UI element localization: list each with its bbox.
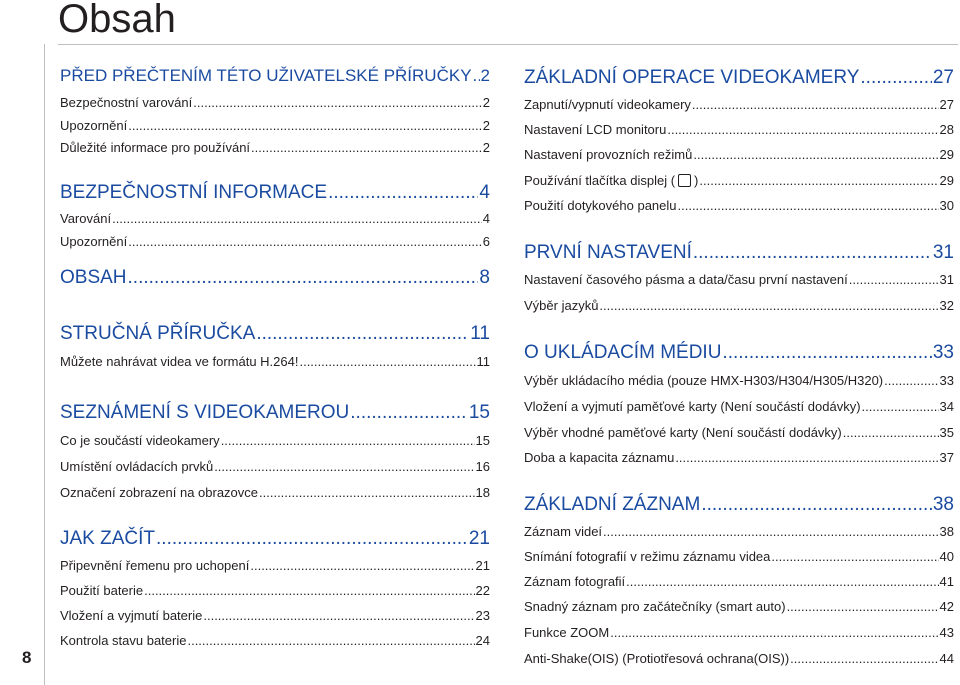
toc-heading-link[interactable]: [524, 67, 954, 89]
toc-entry-link[interactable]: [524, 173, 954, 188]
dot-leader: [692, 97, 939, 112]
toc-entry-label: Snímání fotografií v režimu záznamu videa: [524, 549, 771, 564]
toc-entry-link[interactable]: [60, 354, 490, 369]
dot-leader: [350, 402, 468, 424]
toc-entry-label: Můžete nahrávat videa ve formátu H.264!: [60, 354, 299, 369]
toc-heading-page: 31: [932, 242, 954, 263]
toc-heading-page: 15: [468, 402, 490, 423]
toc-entry-label: [524, 173, 698, 188]
toc-entry-page: 4: [482, 211, 490, 226]
toc-entry-label: Co je součástí videokamery: [60, 433, 220, 448]
toc-entry-page: 24: [475, 633, 490, 648]
toc-entry-page: 2: [482, 95, 490, 110]
dot-leader: [112, 211, 482, 226]
dot-leader: [675, 450, 938, 465]
dot-leader: [771, 549, 938, 564]
toc-entry-label: Funkce ZOOM: [524, 625, 610, 640]
toc-heading-link[interactable]: [60, 528, 490, 550]
toc-entry-label: Vložení a vyjmutí baterie: [60, 608, 203, 623]
toc-entry-page: 6: [482, 234, 490, 249]
toc-entry-label: Upozornění: [60, 234, 128, 249]
page-title: Obsah: [58, 0, 176, 41]
toc-entry-label: Důležité informace pro používání: [60, 140, 251, 155]
dot-leader: [693, 242, 932, 264]
dot-leader: [193, 95, 482, 110]
dot-leader: [599, 298, 938, 313]
dot-leader: [843, 425, 939, 440]
toc-heading-page: 8: [479, 267, 490, 288]
dot-leader: [667, 122, 938, 137]
toc-entry-label: Zapnutí/vypnutí videokamery: [524, 97, 691, 112]
dot-leader: [787, 599, 939, 614]
toc-heading-page: 27: [932, 67, 954, 88]
dot-leader: [251, 140, 482, 155]
toc-heading-page: 38: [932, 494, 954, 515]
dot-leader: [259, 485, 475, 500]
toc-entry-link[interactable]: [524, 97, 954, 112]
toc-heading-link[interactable]: [524, 342, 954, 364]
dot-leader: [221, 433, 475, 448]
toc-entry-link[interactable]: [60, 95, 490, 110]
dot-leader: [328, 182, 478, 204]
toc-heading-link[interactable]: [60, 182, 490, 204]
dot-leader: [862, 399, 939, 414]
toc-entry-page: 40: [939, 549, 954, 564]
toc-entry-link[interactable]: [60, 118, 490, 133]
toc-entry-page: 31: [939, 272, 954, 287]
toc-entry-page: 30: [939, 198, 954, 213]
toc-entry-label: Označení zobrazení na obrazovce: [60, 485, 259, 500]
toc-entry-page: 43: [939, 625, 954, 640]
toc-entry-link[interactable]: [524, 147, 954, 162]
toc-entry-label: Nastavení LCD monitoru: [524, 122, 667, 137]
toc-entry-link[interactable]: [524, 198, 954, 213]
dot-leader: [610, 625, 938, 640]
toc-heading-label: ZÁKLADNÍ ZÁZNAM: [524, 494, 701, 515]
toc-entry-page: 42: [939, 599, 954, 614]
toc-entry-label: Použití dotykového panelu: [524, 198, 677, 213]
toc-entry-label: Výběr vhodné paměťové karty (Není součástí dodávky): [524, 425, 842, 440]
toc-entry-page: 35: [939, 425, 954, 440]
toc-entry-page: 29: [939, 173, 954, 188]
toc-entry-label-after: ): [694, 173, 699, 188]
toc-heading-label: SEZNÁMENÍ S VIDEOKAMEROU: [60, 402, 350, 423]
toc-entry-link[interactable]: [60, 459, 490, 474]
toc-heading-page: 11: [470, 323, 490, 344]
toc-entry-link[interactable]: [524, 298, 954, 313]
toc-heading-label: OBSAH: [60, 267, 127, 288]
toc-entry-page: 23: [475, 608, 490, 623]
title-divider: [58, 44, 958, 45]
toc-heading-link[interactable]: [524, 494, 954, 516]
toc-entry-link[interactable]: [524, 549, 954, 564]
toc-entry-page: 34: [939, 399, 954, 414]
toc-entry-link[interactable]: [524, 599, 954, 614]
toc-entry-label: Kontrola stavu baterie: [60, 633, 187, 648]
toc-entry-page: 29: [939, 147, 954, 162]
toc-entry-page: 15: [475, 433, 490, 448]
toc-entry-link[interactable]: [524, 272, 954, 287]
toc-heading-link[interactable]: [60, 267, 490, 289]
toc-heading-link[interactable]: [60, 402, 490, 424]
dot-leader: [884, 373, 938, 388]
toc-heading-page: 2: [480, 66, 490, 85]
toc-entry-link[interactable]: [60, 433, 490, 448]
toc-entry-label: Nastavení časového pásma a data/času první nastavení: [524, 272, 848, 287]
side-divider: [44, 44, 45, 685]
dot-leader: [626, 574, 938, 589]
toc-heading-label: ZÁKLADNÍ OPERACE VIDEOKAMERY: [524, 67, 860, 88]
toc-entry-page: 11: [476, 354, 490, 369]
toc-entry-label: Připevnění řemenu pro uchopení: [60, 558, 250, 573]
dot-leader: [156, 528, 468, 550]
toc-entry-label: Výběr ukládacího média (pouze HMX-H303/H304/H305/H320): [524, 373, 884, 388]
page-number: 8: [22, 648, 32, 667]
toc-entry-page: 37: [939, 450, 954, 465]
dot-leader: [299, 354, 475, 369]
toc-entry-label: Nastavení provozních režimů: [524, 147, 693, 162]
toc-entry-label: Záznam fotografií: [524, 574, 626, 589]
dot-leader: [699, 173, 938, 188]
toc-entry-page: 33: [939, 373, 954, 388]
toc-entry-link[interactable]: [60, 211, 490, 226]
toc-entry-link[interactable]: [524, 574, 954, 589]
toc-heading-label: BEZPEČNOSTNÍ INFORMACE: [60, 182, 328, 203]
toc-entry-page: 27: [939, 97, 954, 112]
dot-leader: [790, 651, 938, 666]
toc-heading-label: PRVNÍ NASTAVENÍ: [524, 242, 692, 263]
toc-entry-page: 21: [475, 558, 490, 573]
dot-leader: [128, 118, 482, 133]
toc-entry-link[interactable]: [60, 140, 490, 155]
dot-leader: [144, 583, 474, 598]
toc-heading-label: PŘED PŘEČTENÍM TÉTO UŽIVATELSKÉ PŘÍRUČKY: [60, 66, 472, 85]
toc-entry-label: Umístění ovládacích prvků: [60, 459, 214, 474]
dot-leader: [128, 234, 482, 249]
toc-entry-label: Záznam videí: [524, 524, 603, 539]
toc-entry-label: Použití baterie: [60, 583, 144, 598]
toc-heading-page: 33: [932, 342, 954, 363]
toc-heading-page: 4: [479, 182, 490, 203]
toc-entry-link[interactable]: [524, 425, 954, 440]
toc-entry-link[interactable]: [60, 485, 490, 500]
toc-entry-page: 41: [939, 574, 954, 589]
toc-heading-link[interactable]: [60, 323, 490, 345]
dot-leader: [701, 494, 932, 516]
toc-entry-link[interactable]: [524, 651, 954, 666]
toc-heading-link[interactable]: [60, 66, 490, 86]
dot-leader: [722, 342, 931, 364]
toc-entry-page: 22: [475, 583, 490, 598]
toc-entry-page: 18: [475, 485, 490, 500]
toc-heading-page: 21: [468, 528, 490, 549]
toc-entry-label: Upozornění: [60, 118, 128, 133]
dot-leader: [128, 267, 479, 289]
dot-leader: [473, 66, 480, 86]
dot-leader: [214, 459, 474, 474]
toc-entry-page: 2: [482, 140, 490, 155]
toc-entry-page: 44: [939, 651, 954, 666]
dot-leader: [187, 633, 474, 648]
toc-entry-page: 28: [939, 122, 954, 137]
dot-leader: [203, 608, 474, 623]
toc-heading-label: O UKLÁDACÍM MÉDIU: [524, 342, 722, 363]
toc-entry-page: 2: [482, 118, 490, 133]
toc-entry-page: 16: [475, 459, 490, 474]
toc-entry-link[interactable]: [60, 558, 490, 573]
toc-entry-label-before: Používání tlačítka displej (: [524, 173, 676, 188]
toc-entry-page: 38: [939, 524, 954, 539]
toc-entry-link[interactable]: [524, 524, 954, 539]
toc-entry-label: Vložení a vyjmutí paměťové karty (Není součástí dodávky): [524, 399, 861, 414]
dot-leader: [256, 323, 469, 345]
toc-heading-label: JAK ZAČÍT: [60, 528, 156, 549]
toc-entry-link[interactable]: [524, 373, 954, 388]
dot-leader: [250, 558, 474, 573]
toc-entry-link[interactable]: [60, 608, 490, 623]
toc-entry-link[interactable]: [524, 450, 954, 465]
toc-entry-link[interactable]: [60, 583, 490, 598]
toc-entry-label: Anti-Shake(OIS) (Protiotřesová ochrana(OIS)): [524, 651, 790, 666]
toc-entry-link[interactable]: [60, 234, 490, 249]
dot-leader: [678, 198, 939, 213]
toc-entry-label: Výběr jazyků: [524, 298, 599, 313]
toc-entry-page: 32: [939, 298, 954, 313]
dot-leader: [603, 524, 938, 539]
toc-heading-label: STRUČNÁ PŘÍRUČKA: [60, 323, 256, 344]
dot-leader: [860, 67, 931, 89]
toc-entry-label: Bezpečnostní varování: [60, 95, 193, 110]
toc-entry-label: Doba a kapacita záznamu: [524, 450, 675, 465]
toc-entry-label: Snadný záznam pro začátečníky (smart auto): [524, 599, 786, 614]
dot-leader: [693, 147, 938, 162]
toc-entry-link[interactable]: [524, 625, 954, 640]
display-button-icon: [678, 174, 691, 187]
toc-entry-link[interactable]: [60, 633, 490, 648]
toc-entry-link[interactable]: [524, 122, 954, 137]
toc-entry-link[interactable]: [524, 399, 954, 414]
toc-entry-label: Varování: [60, 211, 112, 226]
dot-leader: [849, 272, 939, 287]
toc-heading-link[interactable]: [524, 242, 954, 264]
